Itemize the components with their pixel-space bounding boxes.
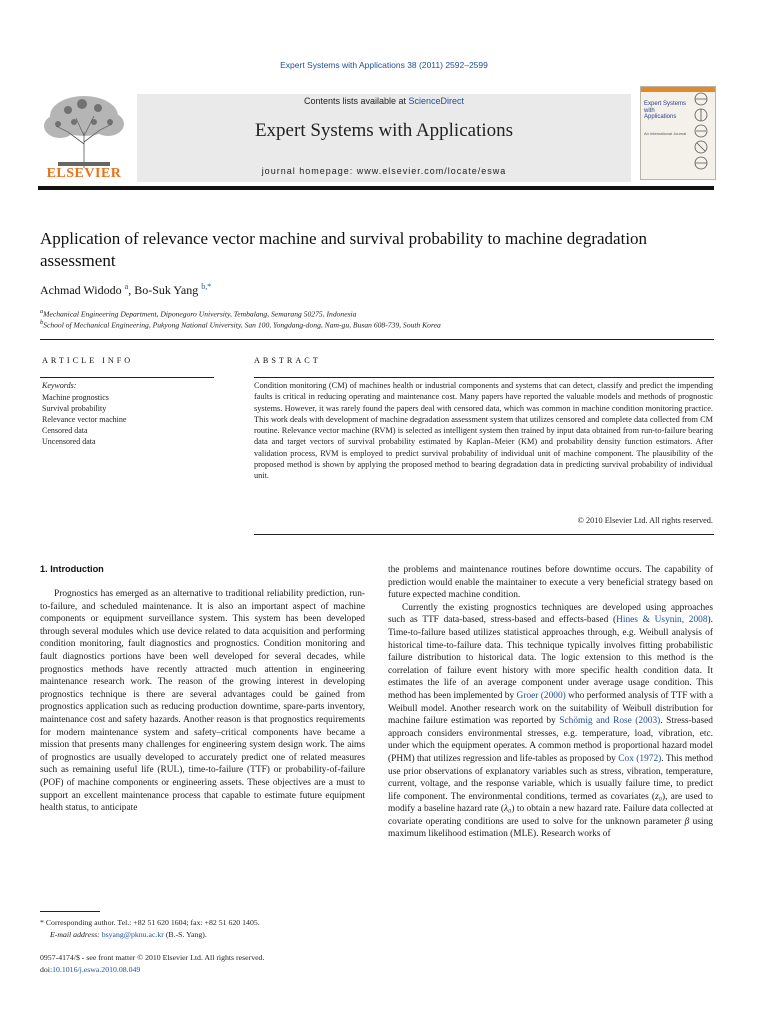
sciencedirect-link[interactable]: ScienceDirect (408, 96, 465, 106)
p2-text-b: ). Time-to-failure based utilizes statistical approaches through, e.g. Weibull analysis of historical time-to-failure data. This technique typically involves fitting probabilistic failure distribution to historical data. The logic extension to this method is the correlation of failure event history with more specific health condition data. It estimates the life of an average component under average usage condition. This method has been implemented by (388, 615, 713, 701)
publisher-name: ELSEVIER (46, 166, 122, 181)
p2-text-h: using maximum likelihood estimation (MLE). Research works of (388, 816, 713, 840)
p2-text-e: . This method use prior observations of explanatory variables such as stress, vibration, temperature, current, voltage, and the response variable, which is usually failure time, to predict life component. The environmental conditions, termed as covariates ( (388, 753, 713, 802)
abstract-text: Condition monitoring (CM) of machines health or industrial components and systems that can detect, classify and predict the impending faults is critical in reducing operating and maintenance cost. Many papers have reported the valuable models and methods of prognostic systems. However, it was rarely found the papers deal with censored data, which was common in machine condition monitoring practice. This work deals with development of machine degradation assessment system that utilizes censored and complete data collected from CM routine. Relevance vector machine (RVM) is selected as intelligent system then trained by input data obtained from run-to-failure bearing data and target vectors of survival probability estimated by Kaplan–Meier (KM) and probability density function estimators. After validation process, RVM is employed to predict survival probability of individual unit of machine component. The plausibility of the proposed method is shown by applying the proposed method to bearing degradation data in predicting survival probability of individual unit. (254, 381, 713, 481)
abstract-bottom-rule (254, 534, 714, 535)
header-rule (38, 186, 714, 190)
intro-paragraph-2 (388, 602, 713, 841)
affiliation-a-text: Mechanical Engineering Department, Diponegoro University, Tembalang, Semarang 50275, Indonesia (43, 309, 357, 319)
journal-cover-thumbnail (640, 86, 716, 180)
doi-line (40, 964, 380, 976)
cover-title: Expert Systems with Applications (644, 101, 687, 120)
cover-graphic-icon (689, 89, 713, 177)
cover-subtitle: An International Journal (644, 131, 687, 136)
citation-text[interactable]: Expert Systems with Applications 38 (2011) 2592–2599 (280, 60, 488, 70)
p2-text-c: who performed analysis of TTF with a Weibull model. Another research work on the suitability of Weibull distribution for machine failure estimation was reported by (388, 690, 713, 727)
intro-paragraph-1: Prognostics has emerged as an alternative to traditional reliability prediction, run-to-failure, and scheduled maintenance. It is also an important aspect of machine components or equipment surveillance system. This system has been developed through several modules which use device related to data acquisition and performing condition monitoring, fault diagnostics and prognostics. Condition monitoring and fault diagnostics portions have been well developed for several decades, while prognostics methods have recently attracted much attention in engineering maintenance research work. The reason of the growing interest in developing prognostics technique is there are several advantages could be gained from prognostics application such as reducing production downtime, spare-parts inventory, maintenance cost and safety hazards. Another reason is that prognostics requirements for modern maintenance system and safety–critical components have became a mission that presents many challenges for engineering system design work. The aims of prognostics are usually developed to accurately predict one of related measures such as remaining useful life (RUL), time-to-failure (TTF) or probability-of-failure (POF) of machine components or engineering assets. These objectives are a must to support an excellent maintenance process that capable to estimate future equipment health status, to anticipate (40, 589, 365, 814)
keyword-item: Machine prognostics (42, 393, 109, 402)
introduction-heading: 1. Introduction (40, 564, 104, 574)
article-info-label: ARTICLE INFO (42, 356, 134, 365)
author-line: Achmad Widodo $^a$, Bo-Suk Yang $^{b,*}$ (40, 282, 212, 297)
keywords-list (42, 392, 126, 447)
keyword-item: Uncensored data (42, 437, 96, 446)
symbol-z0: z₀ (655, 791, 662, 802)
p2-text-d: . Stress-based approach considers environmental stresses, e.g. temperature, load, vibration, etc. under which the equipment operates. A common method is proportional hazard model (PHM) that utilizes regression and life-tables as proposed by (388, 716, 713, 764)
ref-hines-usynin[interactable]: Hines & Usynin, 2008 (616, 615, 708, 626)
affiliation-a-mark: a (40, 308, 44, 315)
contents-line (137, 96, 631, 106)
tree-icon (38, 92, 130, 170)
article-title: Application of relevance vector machine and survival probability to machine degradation assessment (40, 229, 648, 270)
abstract-copyright: © 2010 Elsevier Ltd. All rights reserved. (577, 516, 713, 525)
ref-cox[interactable]: Cox (1972) (618, 753, 662, 764)
journal-homepage[interactable]: journal homepage: www.elsevier.com/locate/eswa (261, 166, 507, 176)
issn-line: 0957-4174/$ - see front matter © 2010 Elsevier Ltd. All rights reserved. (40, 953, 265, 962)
affiliation-b (40, 317, 720, 331)
p2-text-f: ), are used to modify a baseline hazard rate ( (388, 791, 713, 815)
title-rule (40, 339, 714, 340)
author-1: Achmad Widodo (40, 283, 122, 297)
journal-name: Expert Systems with Applications (254, 120, 514, 141)
ref-groer[interactable]: Groer (2000) (516, 690, 566, 701)
email-suffix: (B.-S. Yang). (163, 930, 207, 939)
article-info-rule (40, 377, 214, 378)
abstract-label: ABSTRACT (254, 356, 321, 365)
left-column (40, 588, 365, 815)
email-note (40, 929, 390, 941)
author-1-affiliation-mark[interactable]: a (124, 282, 129, 291)
contents-prefix: Contents lists available at (303, 96, 409, 106)
affiliation-b-mark: b (40, 319, 44, 326)
keywords-heading: Keywords: (42, 381, 77, 390)
author-2-affiliation-mark[interactable]: b,* (201, 282, 212, 291)
keyword-item: Survival probability (42, 404, 107, 413)
affiliation-b-text: School of Mechanical Engineering, Pukyong National University, San 100, Yongdang-dong, Nam-gu, Busan 608-739, South Korea (43, 320, 441, 330)
p2-text-a: Currently the existing prognostics techniques are developed using approaches such as TTF data-based, stress-based and effects-based ( (388, 602, 713, 626)
intro-paragraph-continued: the problems and maintenance routines before downtime occurs. The capability of prediction would enable the maintainer to execute a very beneficial strategy based on future expected machine condition. (388, 565, 713, 601)
p2-text-g: ) to obtain a new hazard rate. Failure data collected at covariate operating conditions are used to solve for the unknown parameter (388, 804, 713, 827)
symbol-lambda0: λ₀ (504, 804, 512, 815)
footnote-rule (40, 911, 100, 912)
doi-link[interactable]: 10.1016/j.eswa.2010.08.049 (52, 965, 141, 974)
email-link[interactable]: bsyang@pknu.ac.kr (101, 930, 164, 939)
journal-citation[interactable] (0, 60, 768, 70)
doi-prefix: doi: (40, 965, 53, 974)
author-2: Bo-Suk Yang (134, 283, 199, 297)
keyword-item: Relevance vector machine (42, 415, 127, 424)
abstract-top-rule (254, 377, 714, 378)
right-column (388, 564, 713, 841)
keyword-item: Censored data (42, 426, 88, 435)
symbol-beta: β (684, 816, 690, 827)
corresponding-author-note: * Corresponding author. Tel.: +82 51 620 1604; fax: +82 51 620 1405. (40, 918, 260, 927)
email-label: E-mail address: (50, 930, 102, 939)
ref-schomig-rose[interactable]: Schömig and Rose (2003) (559, 716, 661, 727)
